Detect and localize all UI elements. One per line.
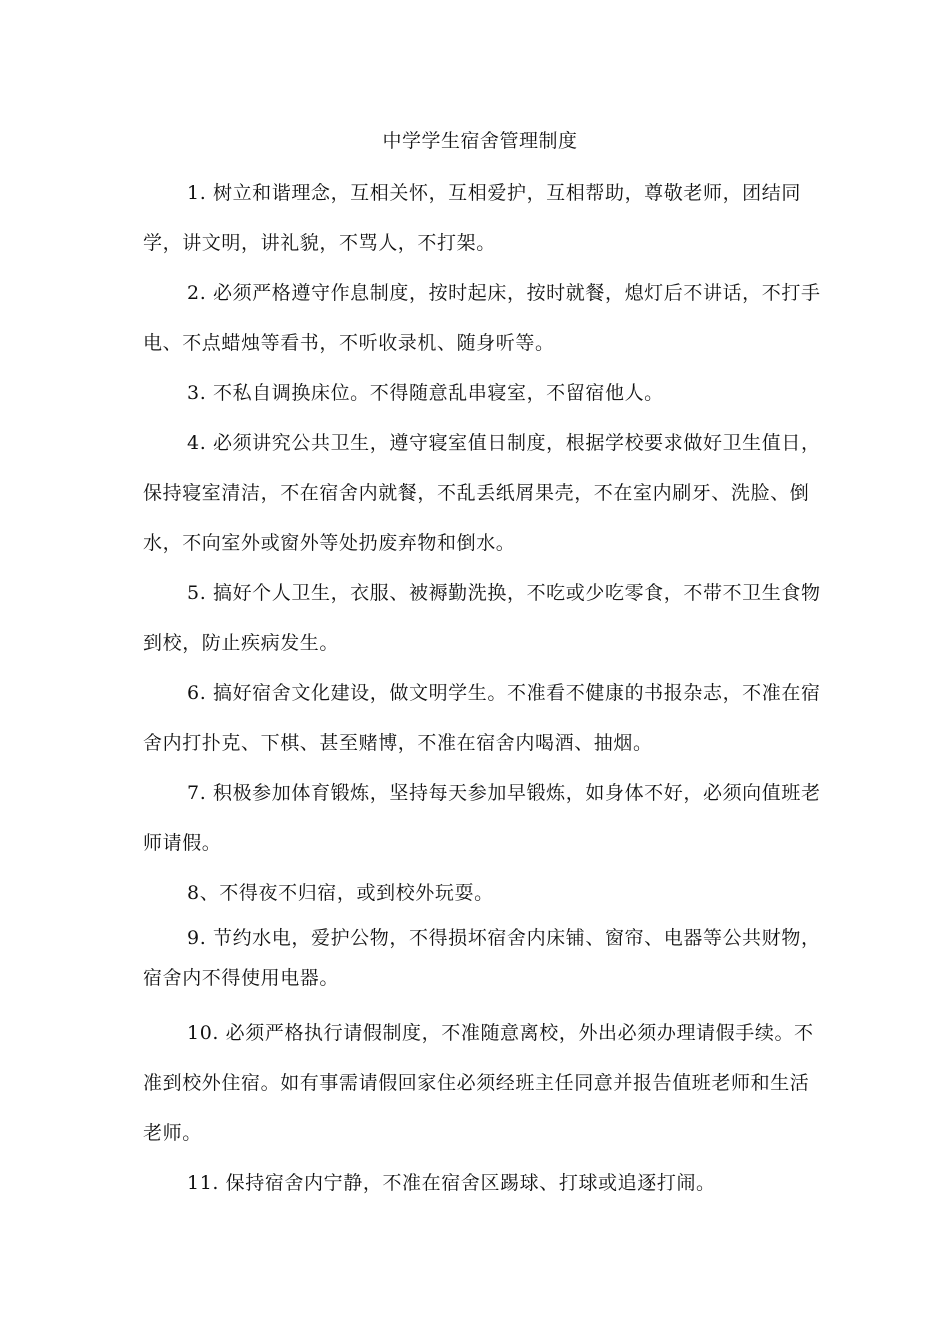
rule-paragraph-10: 10. 必须严格执行请假制度，不准随意离校，外出必须办理请假手续。不准到校外住宿。如有事需请假回家住必须经班主任同意并报告值班老师和生活老师。 (143, 1022, 814, 1144)
rule-paragraph-7: 7. 积极参加体育锻炼，坚持每天参加早锻炼，如身体不好，必须向值班老师请假。 (143, 782, 821, 854)
rule-paragraph-9: 9. 节约水电，爱护公物，不得损坏宿舍内床铺、窗帘、电器等公共财物，宿舍内不得使用电器。 (143, 927, 821, 989)
rule-paragraph-1: 1. 树立和谐理念，互相关怀，互相爱护，互相帮助，尊敬老师，团结同学，讲文明，讲礼貌，不骂人，不打架。 (143, 182, 801, 254)
rule-paragraph-6: 6. 搞好宿舍文化建设，做文明学生。不准看不健康的书报杂志，不准在宿舍内打扑克、下棋、甚至赌博，不准在宿舍内喝酒、抽烟。 (143, 682, 821, 754)
rule-paragraph-4: 4. 必须讲究公共卫生，遵守寝室值日制度，根据学校要求做好卫生值日，保持寝室清洁，不在宿舍内就餐，不乱丢纸屑果壳，不在室内刷牙、洗脸、倒水，不向室外或窗外等处扔废弃物和倒水。 (143, 432, 821, 554)
rule-paragraph-8: 8、不得夜不归宿，或到校外玩耍。 (187, 882, 494, 904)
rule-paragraph-3: 3. 不私自调换床位。不得随意乱串寝室，不留宿他人。 (187, 382, 664, 404)
rule-paragraph-5: 5. 搞好个人卫生，衣服、被褥勤洗换，不吃或少吃零食，不带不卫生食物到校，防止疾病发生。 (143, 582, 821, 654)
rule-paragraph-2: 2. 必须严格遵守作息制度，按时起床，按时就餐，熄灯后不讲话，不打手电、不点蜡烛等看书，不听收录机、随身听等。 (143, 282, 821, 354)
rule-paragraph-11: 11. 保持宿舍内宁静，不准在宿舍区踢球、打球或追逐打闹。 (187, 1172, 716, 1194)
document-title: 中学学生宿舍管理制度 (382, 130, 578, 152)
